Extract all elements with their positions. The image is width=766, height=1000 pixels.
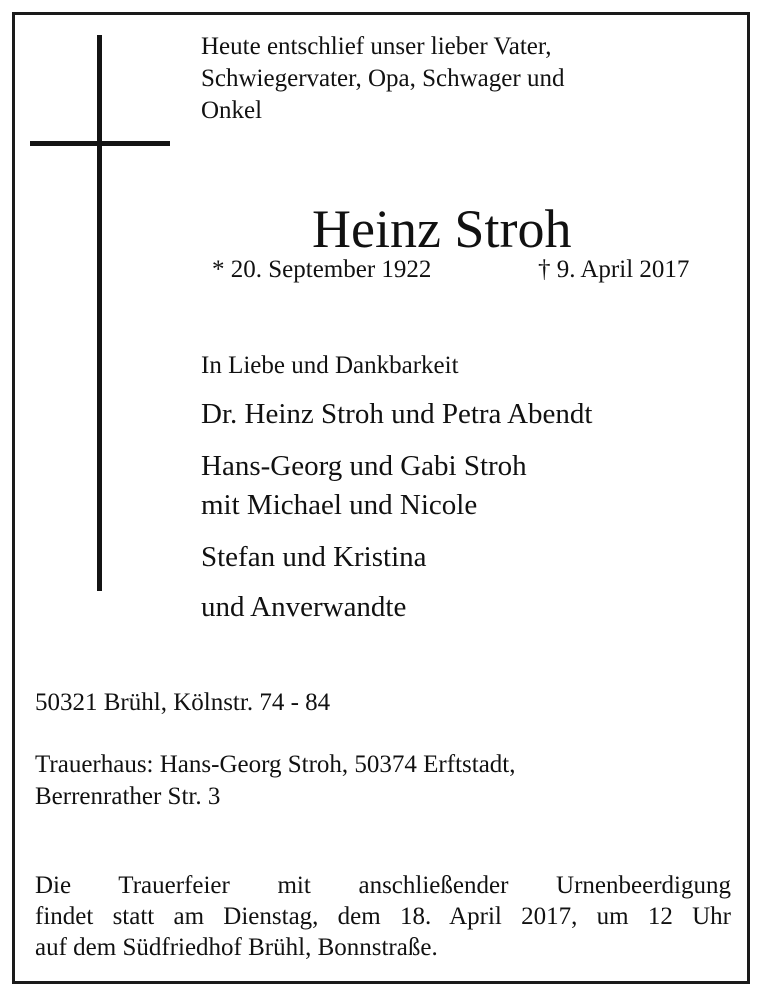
mourner-line: Hans-Georg und Gabi Stroh — [201, 450, 527, 482]
family-address: 50321 Brühl, Kölnstr. 74 - 84 — [35, 689, 331, 716]
mourner-line: und Anverwandte — [201, 591, 407, 623]
birth-date: * 20. September 1922 — [212, 256, 432, 283]
intro-line: Heute entschlief unser lieber Vater, — [201, 33, 552, 60]
ceremony-line: auf dem Südfriedhof Brühl, Bonnstraße. — [35, 934, 438, 961]
intro-line: Onkel — [201, 97, 263, 124]
death-date: † 9. April 2017 — [538, 256, 690, 283]
mourner-line: mit Michael und Nicole — [201, 489, 478, 521]
cross-icon-vertical-beam — [97, 35, 102, 591]
deceased-name: Heinz Stroh — [312, 199, 572, 259]
mourner-line: Stefan und Kristina — [201, 541, 427, 573]
trauerhaus-address — [35, 749, 735, 813]
ceremony-line: Die Trauerfeier mit anschließender Urnenbeerdigung — [35, 872, 731, 899]
ceremony-line: findet statt am Dienstag, dem 18. April 2017, um 12 Uhr — [35, 903, 731, 930]
intro-line: Schwiegervater, Opa, Schwager und — [201, 65, 565, 92]
mourners-heading: In Liebe und Dankbarkeit — [201, 352, 459, 379]
ceremony-details — [35, 870, 731, 963]
cross-icon-horizontal-beam — [30, 141, 170, 146]
trauerhaus-line: Berrenrather Str. 3 — [35, 783, 221, 810]
intro-text — [201, 31, 721, 127]
trauerhaus-line: Trauerhaus: Hans-Georg Stroh, 50374 Erftstadt, — [35, 751, 516, 778]
mourner-line: Dr. Heinz Stroh und Petra Abendt — [201, 398, 593, 430]
